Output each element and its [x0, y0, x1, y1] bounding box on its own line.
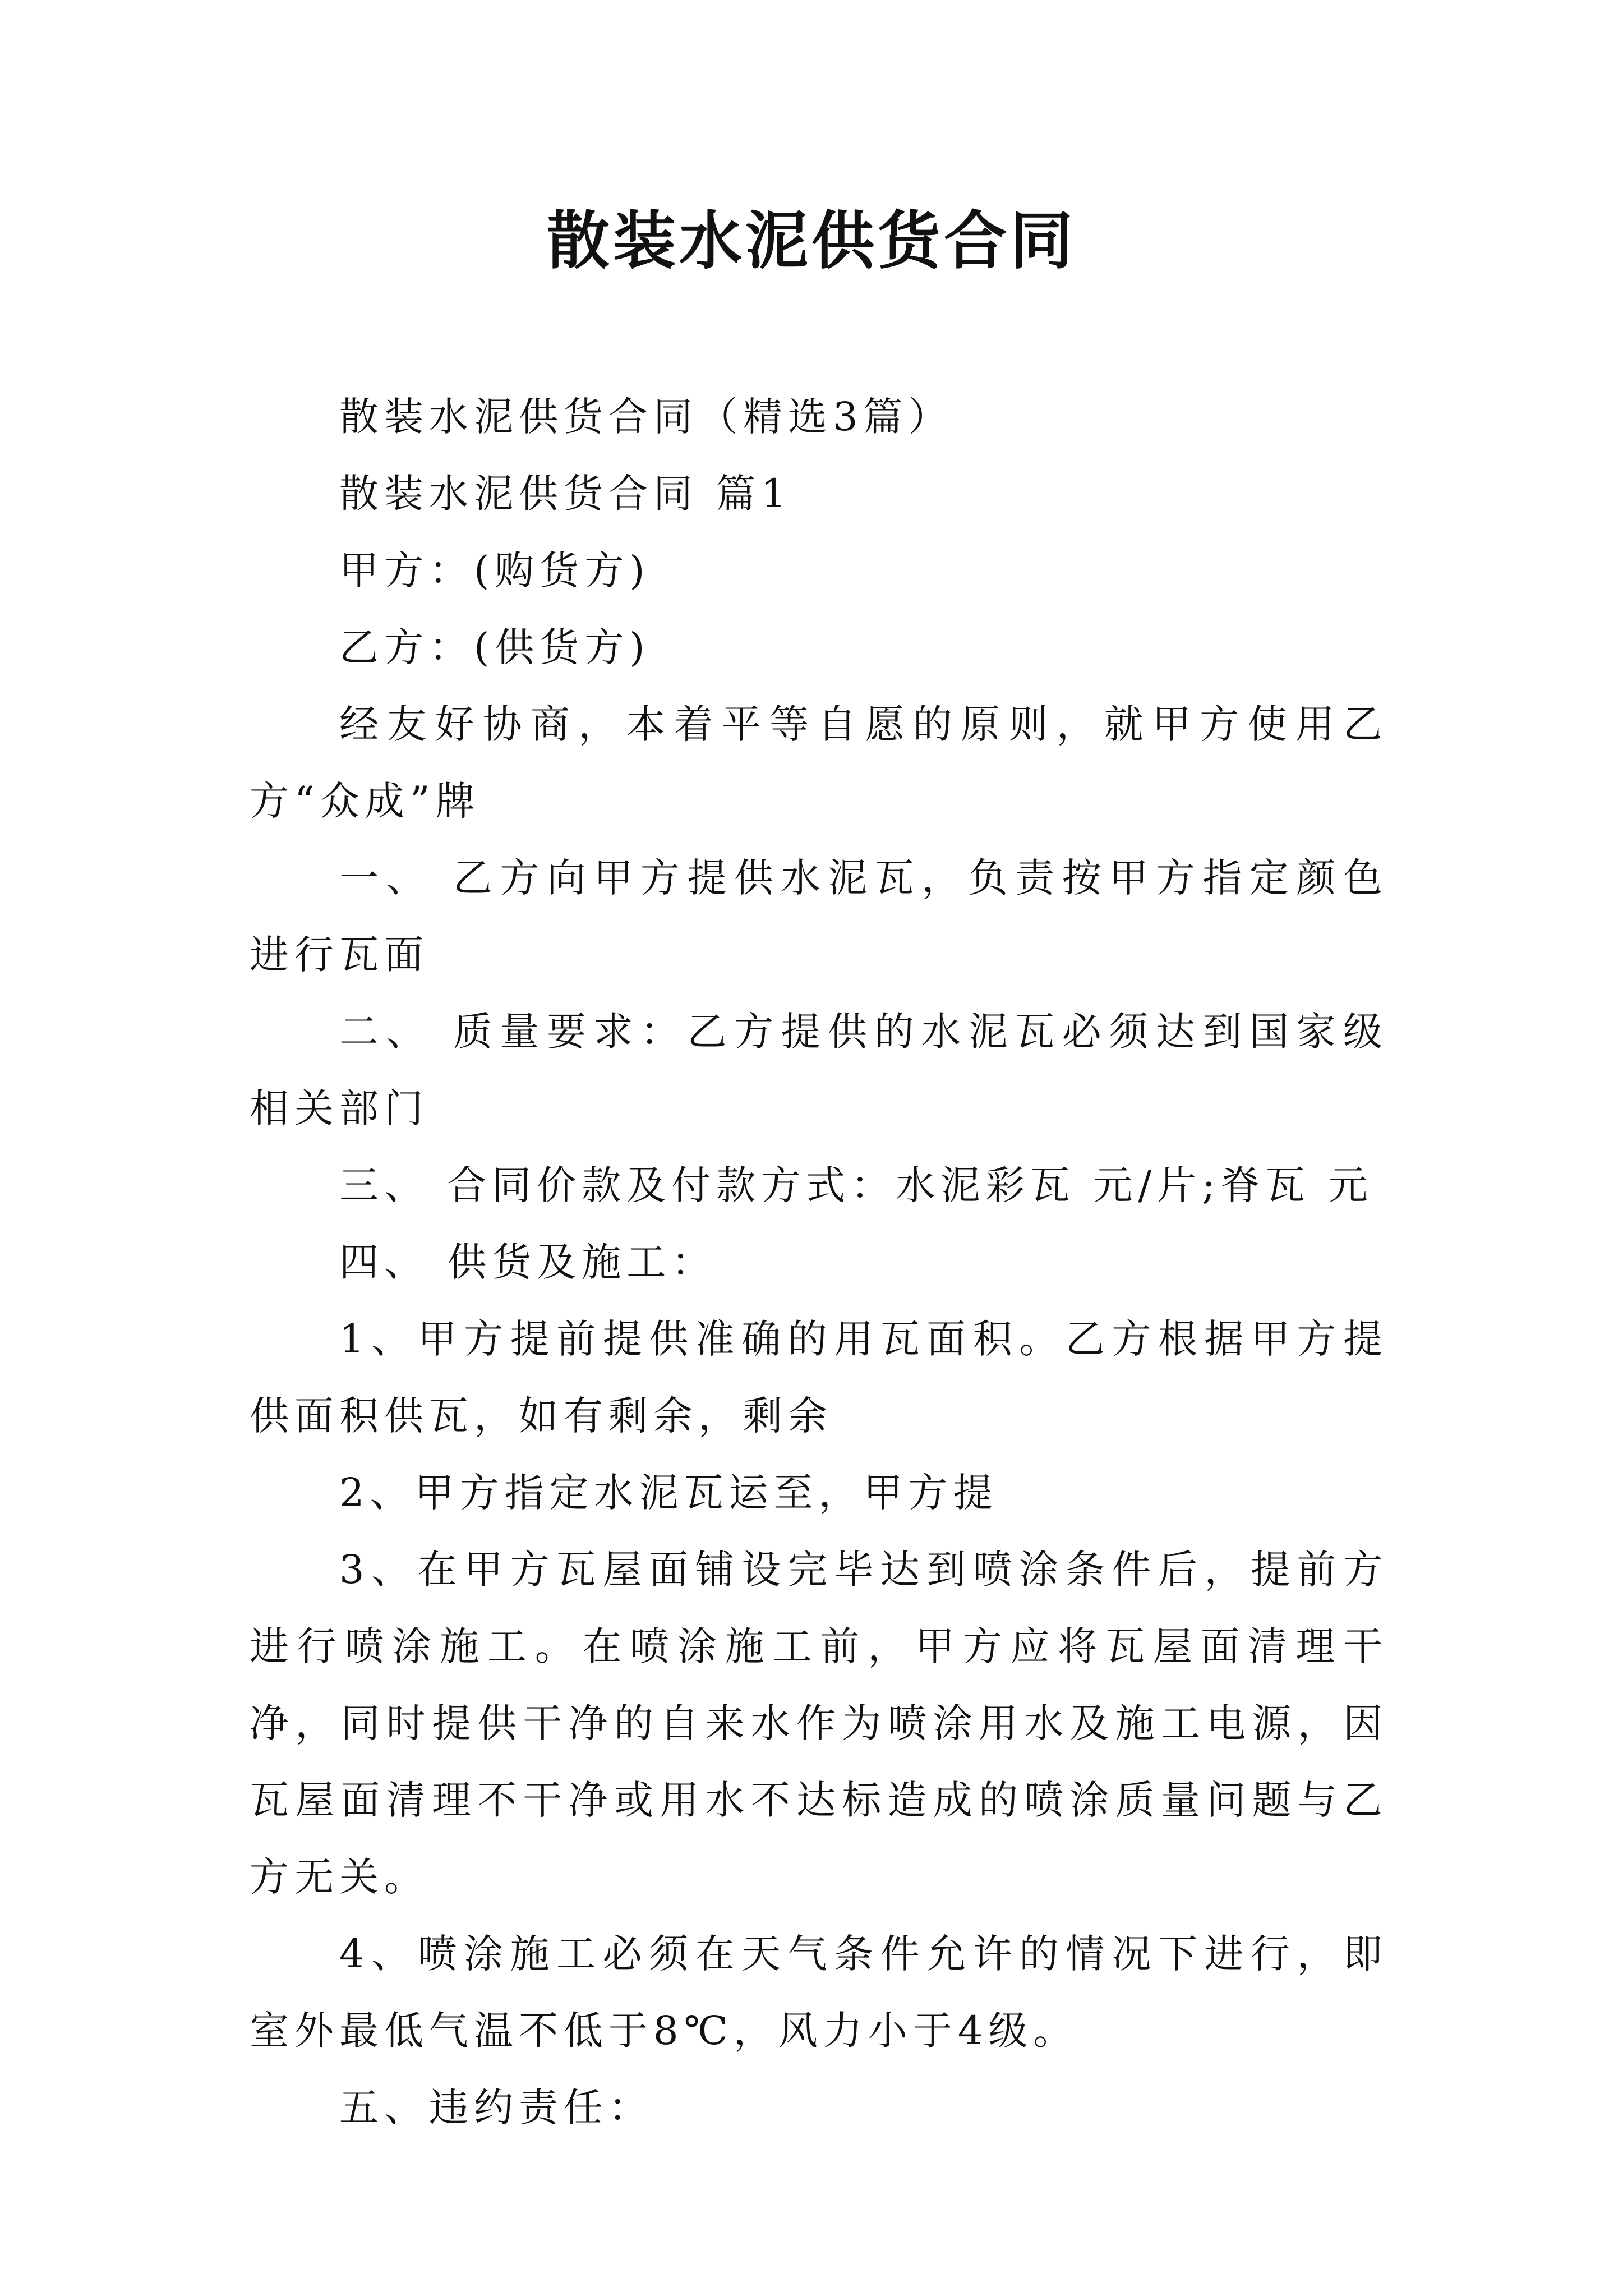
paragraph-preamble: 经友好协商，本着平等自愿的原则，就甲方使用乙方“众成”牌	[250, 701, 1388, 824]
paragraph-item-4: 4、喷涂施工必须在天气条件允许的情况下进行，即室外最低气温不低于8℃，风力小于4级。	[250, 1931, 1388, 2054]
paragraph-item-2: 2、甲方指定水泥瓦运至，甲方提	[339, 1470, 998, 1516]
paragraph-clause-3: 三、 合同价款及付款方式：水泥彩瓦 元/片;脊瓦 元	[339, 1162, 1373, 1208]
paragraph-clause-4: 四、 供货及施工：	[339, 1239, 717, 1285]
paragraph-party-a: 甲方：(购货方)	[339, 547, 651, 593]
paragraph-item-3: 3、在甲方瓦屋面铺设完毕达到喷涂条件后，提前方进行喷涂施工。在喷涂施工前，甲方应将瓦屋面清理干净，同时提供干净的自来水作为喷涂用水及施工电源，因瓦屋面清理不干净或用水不达标造成的喷涂质量问题与乙方无关。	[250, 1547, 1388, 1900]
paragraph-item-1: 1、甲方提前提供准确的用瓦面积。乙方根据甲方提供面积供瓦，如有剩余，剩余	[250, 1316, 1388, 1439]
document-body	[250, 379, 1388, 2146]
paragraph-clause-5: 五、违约责任：	[339, 2085, 653, 2131]
document-title: 散装水泥供货合同	[547, 204, 1076, 278]
paragraph-clause-1: 一、 乙方向甲方提供水泥瓦，负责按甲方指定颜色进行瓦面	[250, 855, 1388, 978]
paragraph-party-b: 乙方：(供货方)	[339, 624, 651, 670]
paragraph-clause-2: 二、 质量要求：乙方提供的水泥瓦必须达到国家级相关部门	[250, 1009, 1388, 1131]
paragraph-section-heading: 散装水泥供货合同 篇1	[339, 471, 792, 517]
paragraph-subtitle: 散装水泥供货合同（精选3篇）	[339, 394, 953, 440]
